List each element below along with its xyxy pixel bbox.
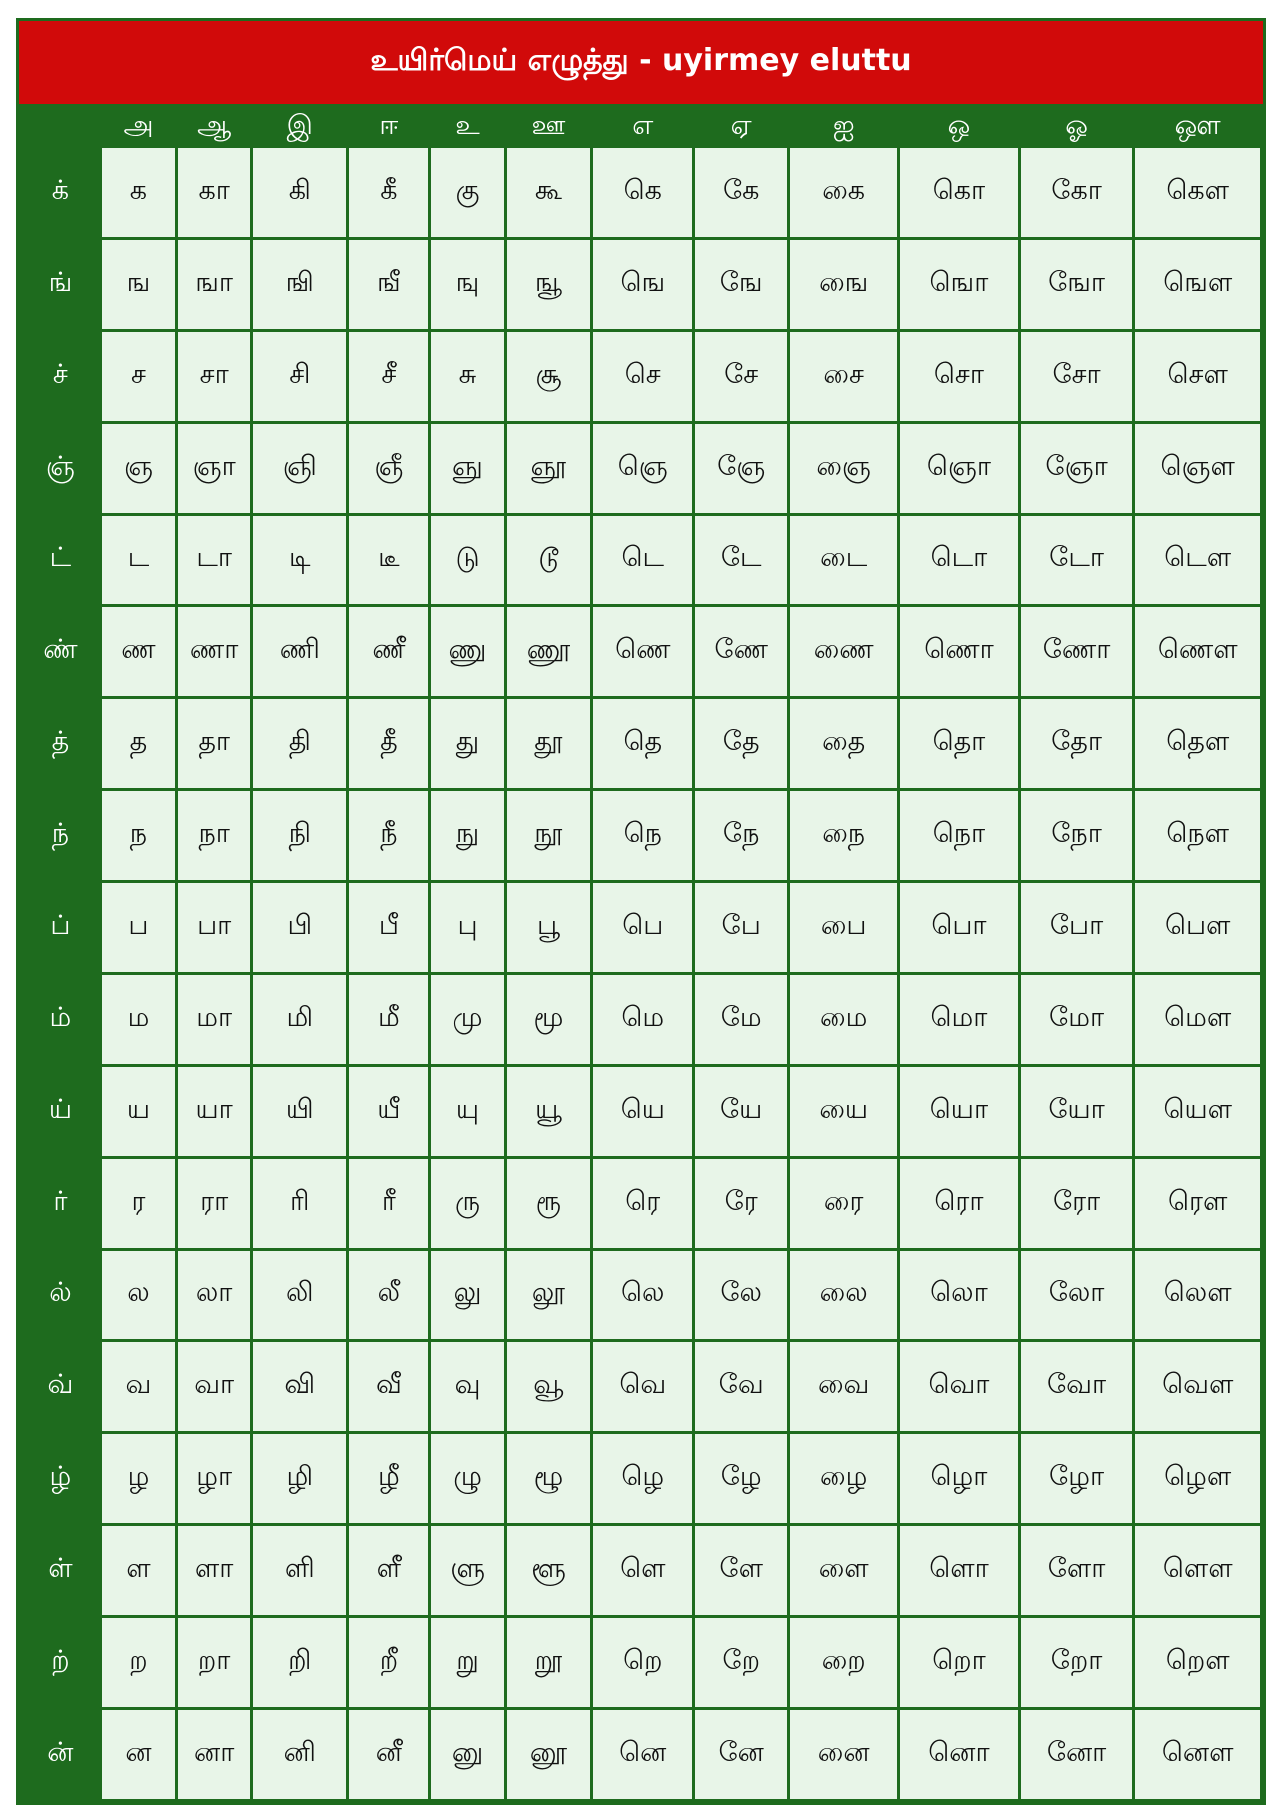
letter-table [19, 107, 1263, 1802]
letter-cell: பி [253, 883, 346, 972]
uyirmey-chart [16, 18, 1266, 1805]
letter-cell: மொ [900, 975, 1018, 1064]
letter-cell: றெ [593, 1618, 692, 1707]
consonant-header: வ் [22, 1342, 99, 1431]
letter-cell: தி [253, 699, 346, 788]
letter-cell: ரு [431, 1159, 503, 1248]
letter-cell: கூ [507, 148, 591, 237]
letter-cell: கோ [1021, 148, 1133, 237]
letter-cell: ளே [695, 1526, 787, 1615]
letter-cell: லூ [507, 1251, 591, 1340]
letter-cell: மை [790, 975, 897, 1064]
letter-cell: லீ [349, 1251, 428, 1340]
letter-cell: தெ [593, 699, 692, 788]
letter-cell: கௌ [1135, 148, 1260, 237]
table-row [22, 791, 1260, 880]
letter-cell: நீ [349, 791, 428, 880]
letter-cell: ழீ [349, 1434, 428, 1523]
letter-cell: ணை [790, 607, 897, 696]
letter-cell: வோ [1021, 1342, 1133, 1431]
letter-cell: பே [695, 883, 787, 972]
letter-cell: மூ [507, 975, 591, 1064]
letter-cell: சா [178, 332, 250, 421]
letter-cell: ஙீ [349, 240, 428, 329]
letter-cell: லு [431, 1251, 503, 1340]
table-row [22, 516, 1260, 605]
letter-cell: கி [253, 148, 346, 237]
letter-cell: கா [178, 148, 250, 237]
letter-cell: லே [695, 1251, 787, 1340]
letter-cell: ர [102, 1159, 175, 1248]
letter-cell: னி [253, 1710, 346, 1799]
letter-cell: ஙூ [507, 240, 591, 329]
letter-cell: ஙே [695, 240, 787, 329]
vowel-header: எ [593, 110, 692, 145]
letter-cell: வீ [349, 1342, 428, 1431]
table-row [22, 1618, 1260, 1707]
letter-cell: வ [102, 1342, 175, 1431]
letter-cell: ணீ [349, 607, 428, 696]
table-row [22, 1159, 1260, 1248]
letter-cell: றை [790, 1618, 897, 1707]
letter-cell: ழோ [1021, 1434, 1133, 1523]
letter-cell: க [102, 148, 175, 237]
letter-cell: தா [178, 699, 250, 788]
vowel-header: இ [253, 110, 346, 145]
letter-cell: மி [253, 975, 346, 1064]
table-row [22, 240, 1260, 329]
table-row [22, 1434, 1260, 1523]
letter-cell: யு [431, 1067, 503, 1156]
consonant-header: ள் [22, 1526, 99, 1615]
letter-cell: ழி [253, 1434, 346, 1523]
letter-cell: வே [695, 1342, 787, 1431]
letter-cell: னீ [349, 1710, 428, 1799]
letter-cell: றி [253, 1618, 346, 1707]
letter-cell: ளு [431, 1526, 503, 1615]
consonant-header: ண் [22, 607, 99, 696]
letter-cell: நு [431, 791, 503, 880]
vowel-header: ஏ [695, 110, 787, 145]
letter-cell: ஙோ [1021, 240, 1133, 329]
letter-cell: ரூ [507, 1159, 591, 1248]
letter-cell: வி [253, 1342, 346, 1431]
letter-cell: றொ [900, 1618, 1018, 1707]
consonant-header: ல் [22, 1251, 99, 1340]
letter-cell: தூ [507, 699, 591, 788]
letter-cell: யோ [1021, 1067, 1133, 1156]
consonant-header: ய் [22, 1067, 99, 1156]
letter-cell: றூ [507, 1618, 591, 1707]
letter-cell: வு [431, 1342, 503, 1431]
table-row [22, 699, 1260, 788]
letter-cell: தோ [1021, 699, 1133, 788]
letter-cell: தொ [900, 699, 1018, 788]
letter-cell: ஙெ [593, 240, 692, 329]
letter-cell: ம [102, 975, 175, 1064]
letter-cell: ரே [695, 1159, 787, 1248]
letter-cell: நோ [1021, 791, 1133, 880]
letter-cell: லௌ [1135, 1251, 1260, 1340]
letter-cell: றா [178, 1618, 250, 1707]
letter-cell: யொ [900, 1067, 1018, 1156]
letter-cell: சூ [507, 332, 591, 421]
letter-cell: ழா [178, 1434, 250, 1523]
table-row [22, 1710, 1260, 1799]
letter-cell: ல [102, 1251, 175, 1340]
letter-cell: யை [790, 1067, 897, 1156]
letter-cell: னௌ [1135, 1710, 1260, 1799]
letter-cell: ன [102, 1710, 175, 1799]
letter-cell: ஞா [178, 424, 250, 513]
letter-cell: சௌ [1135, 332, 1260, 421]
table-row [22, 1067, 1260, 1156]
letter-cell: கை [790, 148, 897, 237]
letter-cell: டி [253, 516, 346, 605]
letter-cell: சே [695, 332, 787, 421]
letter-cell: சு [431, 332, 503, 421]
letter-cell: ரை [790, 1159, 897, 1248]
letter-cell: ணி [253, 607, 346, 696]
letter-cell: றீ [349, 1618, 428, 1707]
letter-cell: கு [431, 148, 503, 237]
letter-cell: டெ [593, 516, 692, 605]
vowel-header: உ [431, 110, 503, 145]
letter-cell: னே [695, 1710, 787, 1799]
letter-cell: டொ [900, 516, 1018, 605]
vowel-header: ஐ [790, 110, 897, 145]
letter-cell: ழை [790, 1434, 897, 1523]
letter-cell: மோ [1021, 975, 1133, 1064]
letter-cell: ரா [178, 1159, 250, 1248]
vowel-header: அ [102, 110, 175, 145]
letter-cell: ழெ [593, 1434, 692, 1523]
letter-cell: சீ [349, 332, 428, 421]
letter-cell: வொ [900, 1342, 1018, 1431]
letter-cell: னெ [593, 1710, 692, 1799]
letter-cell: பை [790, 883, 897, 972]
letter-cell: ணே [695, 607, 787, 696]
letter-cell: தௌ [1135, 699, 1260, 788]
letter-cell: மு [431, 975, 503, 1064]
letter-cell: ளொ [900, 1526, 1018, 1615]
table-row [22, 1526, 1260, 1615]
letter-cell: வௌ [1135, 1342, 1260, 1431]
letter-cell: ரி [253, 1159, 346, 1248]
letter-cell: ழௌ [1135, 1434, 1260, 1523]
letter-cell: தை [790, 699, 897, 788]
letter-cell: ய [102, 1067, 175, 1156]
vowel-header: ஔ [1135, 110, 1260, 145]
letter-cell: நெ [593, 791, 692, 880]
letter-cell: ரெ [593, 1159, 692, 1248]
letter-cell: வை [790, 1342, 897, 1431]
letter-cell: சொ [900, 332, 1018, 421]
letter-cell: லோ [1021, 1251, 1133, 1340]
letter-cell: நொ [900, 791, 1018, 880]
letter-cell: ற [102, 1618, 175, 1707]
letter-cell: ஞீ [349, 424, 428, 513]
vowel-header: ஓ [1021, 110, 1133, 145]
letter-cell: டீ [349, 516, 428, 605]
letter-cell: னை [790, 1710, 897, 1799]
letter-cell: பா [178, 883, 250, 972]
table-row [22, 424, 1260, 513]
letter-cell: ரௌ [1135, 1159, 1260, 1248]
letter-cell: யீ [349, 1067, 428, 1156]
table-row [22, 1342, 1260, 1431]
letter-cell: யூ [507, 1067, 591, 1156]
letter-cell: ண [102, 607, 175, 696]
letter-cell: செ [593, 332, 692, 421]
letter-cell: கே [695, 148, 787, 237]
consonant-header: ங் [22, 240, 99, 329]
letter-cell: ளௌ [1135, 1526, 1260, 1615]
table-row [22, 607, 1260, 696]
consonant-header: ஞ் [22, 424, 99, 513]
letter-cell: நா [178, 791, 250, 880]
table-row [22, 332, 1260, 421]
title-bar [19, 21, 1263, 107]
letter-cell: ணு [431, 607, 503, 696]
letter-cell: ஙு [431, 240, 503, 329]
letter-cell: ளி [253, 1526, 346, 1615]
consonant-header: ட் [22, 516, 99, 605]
letter-cell: யே [695, 1067, 787, 1156]
letter-cell: றௌ [1135, 1618, 1260, 1707]
letter-cell: ரொ [900, 1159, 1018, 1248]
letter-cell: போ [1021, 883, 1133, 972]
letter-cell: சி [253, 332, 346, 421]
letter-cell: றே [695, 1618, 787, 1707]
letter-cell: ழொ [900, 1434, 1018, 1523]
letter-cell: மா [178, 975, 250, 1064]
letter-cell: டௌ [1135, 516, 1260, 605]
letter-cell: ணொ [900, 607, 1018, 696]
vowel-header: ஆ [178, 110, 250, 145]
corner-cell [22, 110, 99, 145]
letter-cell: டு [431, 516, 503, 605]
letter-cell: நே [695, 791, 787, 880]
letter-cell: னொ [900, 1710, 1018, 1799]
letter-cell: நௌ [1135, 791, 1260, 880]
letter-cell: நி [253, 791, 346, 880]
letter-cell: தீ [349, 699, 428, 788]
letter-cell: வூ [507, 1342, 591, 1431]
letter-cell: மெ [593, 975, 692, 1064]
letter-cell: கீ [349, 148, 428, 237]
letter-cell: பீ [349, 883, 428, 972]
letter-cell: ச [102, 332, 175, 421]
letter-cell: ளா [178, 1526, 250, 1615]
letter-cell: பூ [507, 883, 591, 972]
letter-cell: று [431, 1618, 503, 1707]
letter-cell: மே [695, 975, 787, 1064]
letter-cell: ரோ [1021, 1159, 1133, 1248]
letter-cell: சோ [1021, 332, 1133, 421]
letter-cell: டோ [1021, 516, 1133, 605]
vowel-header: ஈ [349, 110, 428, 145]
letter-cell: மீ [349, 975, 428, 1064]
letter-cell: ணெ [593, 607, 692, 696]
letter-cell: ஞூ [507, 424, 591, 513]
letter-cell: து [431, 699, 503, 788]
letter-cell: த [102, 699, 175, 788]
letter-cell: னு [431, 1710, 503, 1799]
letter-cell: யெ [593, 1067, 692, 1156]
consonant-header: ழ் [22, 1434, 99, 1523]
letter-cell: ஙா [178, 240, 250, 329]
consonant-header: த் [22, 699, 99, 788]
letter-cell: ஙி [253, 240, 346, 329]
letter-cell: லெ [593, 1251, 692, 1340]
letter-cell: ஞி [253, 424, 346, 513]
letter-cell: ழூ [507, 1434, 591, 1523]
letter-cell: ளோ [1021, 1526, 1133, 1615]
letter-cell: டூ [507, 516, 591, 605]
letter-cell: வா [178, 1342, 250, 1431]
letter-cell: ஞே [695, 424, 787, 513]
letter-cell: ள [102, 1526, 175, 1615]
letter-cell: தே [695, 699, 787, 788]
letter-cell: யௌ [1135, 1067, 1260, 1156]
letter-cell: ஞை [790, 424, 897, 513]
letter-cell: ட [102, 516, 175, 605]
letter-cell: லை [790, 1251, 897, 1340]
letter-cell: ஞொ [900, 424, 1018, 513]
letter-cell: பொ [900, 883, 1018, 972]
letter-cell: டா [178, 516, 250, 605]
vowel-header: ஒ [900, 110, 1018, 145]
letter-cell: ஞ [102, 424, 175, 513]
letter-cell: ப [102, 883, 175, 972]
letter-cell: டே [695, 516, 787, 605]
consonant-header: ன் [22, 1710, 99, 1799]
letter-cell: சை [790, 332, 897, 421]
vowel-header: ஊ [507, 110, 591, 145]
consonant-header: ச் [22, 332, 99, 421]
letter-cell: ஙௌ [1135, 240, 1260, 329]
letter-cell: ணௌ [1135, 607, 1260, 696]
consonant-header: ப் [22, 883, 99, 972]
letter-cell: ளெ [593, 1526, 692, 1615]
table-row [22, 1251, 1260, 1340]
letter-cell: யி [253, 1067, 346, 1156]
consonant-header: க் [22, 148, 99, 237]
letter-cell: பு [431, 883, 503, 972]
letter-cell: ழு [431, 1434, 503, 1523]
letter-cell: ரீ [349, 1159, 428, 1248]
letter-cell: ந [102, 791, 175, 880]
letter-cell: ஞெ [593, 424, 692, 513]
letter-cell: மௌ [1135, 975, 1260, 1064]
vowel-header-row [22, 110, 1260, 145]
chart-title: உயிர்மெய் எழுத்து - uyirmey eluttu [370, 43, 912, 78]
letter-cell: யா [178, 1067, 250, 1156]
letter-cell: றோ [1021, 1618, 1133, 1707]
letter-cell: ஞோ [1021, 424, 1133, 513]
letter-cell: னூ [507, 1710, 591, 1799]
letter-cell: லி [253, 1251, 346, 1340]
letter-cell: ழ [102, 1434, 175, 1523]
letter-cell: ளை [790, 1526, 897, 1615]
table-row [22, 883, 1260, 972]
letter-cell: நை [790, 791, 897, 880]
letter-cell: ஞு [431, 424, 503, 513]
letter-cell: பெ [593, 883, 692, 972]
letter-cell: நூ [507, 791, 591, 880]
letter-cell: ஙை [790, 240, 897, 329]
letter-cell: கெ [593, 148, 692, 237]
letter-cell: பௌ [1135, 883, 1260, 972]
letter-cell: கொ [900, 148, 1018, 237]
letter-cell: ஞௌ [1135, 424, 1260, 513]
letter-cell: ணோ [1021, 607, 1133, 696]
table-row [22, 975, 1260, 1064]
letter-cell: னா [178, 1710, 250, 1799]
letter-cell: ணா [178, 607, 250, 696]
letter-cell: னோ [1021, 1710, 1133, 1799]
letter-cell: ஙொ [900, 240, 1018, 329]
table-row [22, 148, 1260, 237]
letter-cell: ழே [695, 1434, 787, 1523]
letter-cell: வெ [593, 1342, 692, 1431]
letter-cell: ளூ [507, 1526, 591, 1615]
letter-cell: லொ [900, 1251, 1018, 1340]
letter-cell: லா [178, 1251, 250, 1340]
letter-cell: ளீ [349, 1526, 428, 1615]
consonant-header: ற் [22, 1618, 99, 1707]
consonant-header: ர் [22, 1159, 99, 1248]
letter-cell: ணூ [507, 607, 591, 696]
letter-cell: ங [102, 240, 175, 329]
consonant-header: ந் [22, 791, 99, 880]
consonant-header: ம் [22, 975, 99, 1064]
letter-cell: டை [790, 516, 897, 605]
